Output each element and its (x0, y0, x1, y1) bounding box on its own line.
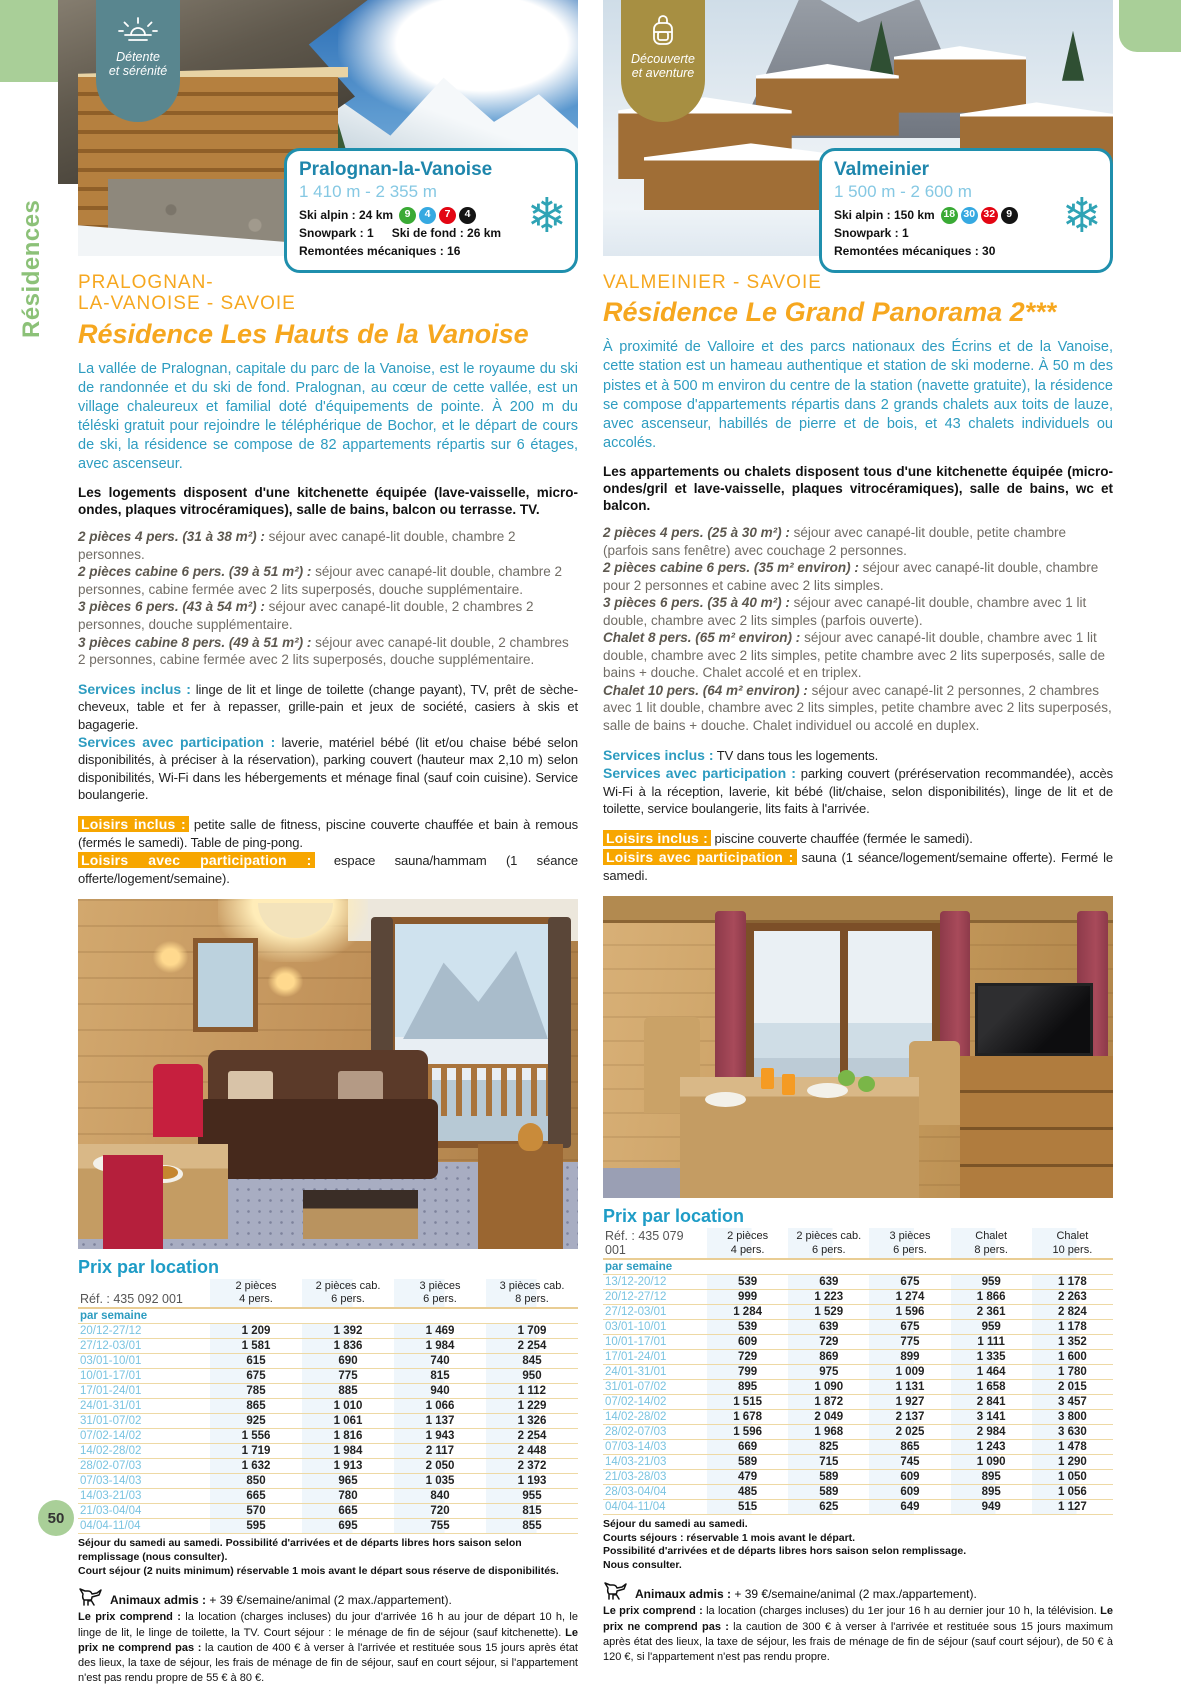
date-range: 10/01-17/01 (605, 1335, 667, 1348)
unit-description: 3 pièces 6 pers. (43 à 54 m²) : séjour avec canapé-lit double, 2 chambres 2 personnes, douche supplémentaire. (78, 599, 534, 633)
price-row: 14/02-28/02 1 719 1 984 2 117 2 448 (78, 1444, 578, 1459)
equipment-paragraph: Les logements disposent d'une kitchenette équipée (lave-vaisselle, micro-ondes, plaques vitrocéramiques), salle de bains, balcon ou terrasse. TV. (78, 485, 578, 518)
price-row: 28/02-07/03 1 632 1 913 2 050 2 372 (78, 1459, 578, 1474)
date-range: 03/01-10/01 (80, 1355, 142, 1368)
photo-pralognan-exterior (78, 0, 578, 256)
table-group-label: par semaine (78, 1308, 578, 1324)
date-range: 24/01-31/01 (605, 1365, 667, 1378)
badge-detente-serenite (96, 0, 180, 122)
date-range: 21/03-28/03 (605, 1470, 667, 1483)
unit-description: Chalet 8 pers. (65 m² environ) : séjour avec canapé-lit double, chambre avec 1 lit double, chambre avec 2 lits simples, petite chambre avec 2 lits superposés, salle de bains + douche. Chalet accolé et en triplex. (603, 630, 1106, 681)
date-range: 21/03-04/04 (80, 1505, 142, 1518)
date-range: 14/02-28/02 (605, 1410, 667, 1423)
date-range: 27/12-03/01 (80, 1340, 142, 1353)
price-row: 07/02-14/02 1 515 1 872 1 927 2 841 3 457 (603, 1394, 1113, 1409)
price-table-pralognan: Réf. : 435 092 001 2 pièces 4 pers. 2 pièces cab. 6 pers. 3 pièces 6 pers. 3 pièces cab. 8 pers. par semaine 20/12-27/12 1 209 1 392 1 469 1 709 27/12-03/01 1 581 1 836 1 984 2 254 03/01-10/01 615 690 740 845 10/01-17/01 675 775 815 950 17/01-24/01 785 885 940 1 112 24/01-31/01 865 1 010 1 066 1 229 31/01-07/02 925 1 061 1 137 1 326 07/02-14/02 1 556 1 816 1 943 2 254 14/02-28/02 1 719 1 984 2 117 2 448 28/02-07/03 1 632 1 913 2 050 2 372 07/03-14/03 850 965 1 035 1 193 14/03-21/03 665 780 840 955 21/03-04/04 570 665 720 815 04/04-11/04 595 695 755 855 (78, 1279, 578, 1534)
price-row: 28/02-07/03 1 596 1 968 2 025 2 984 3 630 (603, 1424, 1113, 1439)
residence-title: Résidence Les Hauts de la Vanoise (78, 318, 529, 349)
badge-line2: et aventure (631, 66, 695, 81)
leisure-paid: Loisirs avec participation : espace sauna/hammam (1 séance offerte/logement/semaine). (78, 852, 578, 886)
badge-decouverte-aventure (621, 0, 705, 122)
date-range: 28/02-07/03 (605, 1425, 667, 1438)
price-row: 14/03-21/03 665 780 840 955 (78, 1489, 578, 1504)
table-note: Séjour du samedi au samedi. Possibilité d'arrivées et de départs libres hors saison selon remplissage (nous consulter). (78, 1537, 522, 1564)
leisure-included: Loisirs inclus : petite salle de fitness, piscine couverte chauffée et bain à remous (fermés le samedi). Table de ping-pong. (78, 816, 578, 850)
date-range: 10/01-17/01 (80, 1370, 142, 1383)
date-range: 13/12-20/12 (605, 1275, 667, 1288)
table-ref: Réf. : 435 079 001 (605, 1228, 684, 1257)
price-row: 31/01-07/02 925 1 061 1 137 1 326 (78, 1414, 578, 1429)
sunset-icon (117, 15, 159, 45)
table-note: Possibilité d'arrivées et de départs libres hors saison selon remplissage. (603, 1545, 967, 1558)
price-row: 07/03-14/03 850 965 1 035 1 193 (78, 1474, 578, 1489)
dog-icon (603, 1582, 627, 1601)
column-valmeinier (603, 0, 1113, 1686)
price-row: 07/02-14/02 1 556 1 816 1 943 2 254 (78, 1429, 578, 1444)
piste-count-badges (399, 207, 476, 224)
date-range: 28/03-04/04 (605, 1485, 667, 1498)
date-range: 07/02-14/02 (80, 1430, 142, 1443)
table-note: Courts séjours : réservable 1 mois avant le départ. (603, 1531, 856, 1544)
piste-badge: 30 (961, 207, 978, 224)
price-row: 03/01-10/01 615 690 740 845 (78, 1354, 578, 1369)
badge-line1: Détente (116, 50, 160, 64)
resort-card-valmeinier (819, 148, 1113, 273)
services-included: Services inclus : linge de lit et linge de toilette (change payant), TV, prêt de sèche-cheveux, table et fer à repasser, grille-pain et jeux de société, casiers à skis et bagagerie. (78, 680, 578, 732)
price-row: 13/12-20/12 539 639 675 959 1 178 (603, 1274, 1113, 1289)
intro-paragraph: À proximité de Valloire et des parcs nationaux des Écrins et de la Vanoise, cette station est un hameau authentique et station de ski moderne. À 50 m des pistes et à 500 m environ du centre de la station (navette gratuite), la résidence se compose d'appartements répartis dans 2 grands chalets aux toits de lauze, avec ascenseur, habillés de pierre et de bois, et 43 chalets individuels ou accolés. (603, 339, 1113, 451)
resort-altitude: 1 500 m - 2 600 m (834, 182, 972, 201)
price-row: 21/03-28/03 479 589 609 895 1 050 (603, 1469, 1113, 1484)
date-range: 20/12-27/12 (605, 1290, 667, 1303)
price-row: 17/01-24/01 785 885 940 1 112 (78, 1384, 578, 1399)
leisure-included: Loisirs inclus : piscine couverte chauffée (fermée le samedi). (603, 829, 1113, 848)
unit-description: 3 pièces cabine 8 pers. (49 à 51 m²) : séjour avec canapé-lit double, 2 chambres 2 personnes, cabine fermée avec 2 lits superposés, douche supplémentaire. (78, 634, 569, 668)
date-range: 28/02-07/03 (80, 1460, 142, 1473)
price-row: 27/12-03/01 1 284 1 529 1 596 2 361 2 824 (603, 1304, 1113, 1319)
table-notes (603, 1518, 1113, 1573)
animals-note: Animaux admis : + 39 €/semaine/animal (2 max./appartement). (78, 1588, 578, 1607)
unit-description: 3 pièces 6 pers. (35 à 40 m²) : séjour avec canapé-lit double, chambre avec 1 lit double, chambre avec 2 lits simples (parfois ouverte). (603, 595, 1087, 628)
resort-card-pralognan (284, 148, 578, 273)
sidebar-section-label: Résidences (18, 199, 45, 338)
price-row: 14/02-28/02 1 678 2 049 2 137 3 141 3 800 (603, 1409, 1113, 1424)
ski-fond-label: Ski de fond : 26 km (391, 226, 502, 240)
price-row: 28/03-04/04 485 589 609 895 1 056 (603, 1484, 1113, 1499)
date-range: 03/01-10/01 (605, 1320, 667, 1333)
lifts-label: Remontées mécaniques : 30 (834, 244, 996, 258)
date-range: 24/01-31/01 (80, 1400, 142, 1413)
region-heading: PRALOGNAN- LA-VANOISE - SAVOIE (78, 272, 296, 315)
date-range: 14/02-28/02 (80, 1445, 142, 1458)
snowflake-icon: ❄ (1061, 190, 1102, 243)
price-table-title: Prix par location (78, 1257, 220, 1278)
piste-badge: 18 (941, 207, 958, 224)
backpack-icon (648, 15, 678, 47)
date-range: 31/01-07/02 (80, 1415, 142, 1428)
snowflake-icon: ❄ (526, 190, 567, 243)
price-row: 31/01-07/02 895 1 090 1 131 1 658 2 015 (603, 1379, 1113, 1394)
column-pralognan (78, 0, 578, 1686)
price-table-title: Prix par location (603, 1205, 745, 1226)
date-range: 14/03-21/03 (80, 1490, 142, 1503)
price-terms: Le prix comprend : la location (charges incluses) du 1er jour 16 h au dernier jour 10 h, la télévision. Le prix ne comprend pas : la caution de 300 € à verser à l'arrivée et restituée sous 15 jours maximum après état des lieux, la taxe de séjour, les frais de ménage de fin de séjour (sauf court séjour), de 50 € à 120 €, si l'appartement n'est pas rendu propre. (603, 1605, 1113, 1663)
services-paid: Services avec participation : laverie, matériel bébé (lit et/ou chaise bébé selon disponibilités, à préciser à la réservation), parking couvert (hauteur max 2,10 m) selon disponibilités, Wi-Fi dans les hébergements et ménage final (sauf coin cuisine). Service boulangerie. (78, 733, 578, 802)
date-range: 17/01-24/01 (80, 1385, 142, 1398)
price-row: 14/03-21/03 589 715 745 1 090 1 290 (603, 1454, 1113, 1469)
piste-count-badges (941, 207, 1018, 224)
unit-description: 2 pièces cabine 6 pers. (39 à 51 m²) : séjour avec canapé-lit double, chambre 2 personnes, cabine fermée avec 2 lits superposés, douche supplémentaire. (78, 564, 563, 597)
table-group-label: par semaine (603, 1259, 1113, 1275)
price-row: 24/01-31/01 799 975 1 009 1 464 1 780 (603, 1364, 1113, 1379)
piste-badge: 4 (419, 207, 436, 224)
snowpark-label: Snowpark : 1 (834, 226, 909, 240)
ski-alpin-label: Ski alpin : 150 km (834, 208, 935, 222)
piste-badge: 9 (399, 207, 416, 224)
date-range: 07/02-14/02 (605, 1395, 667, 1408)
price-row: 20/12-27/12 999 1 223 1 274 1 866 2 263 (603, 1289, 1113, 1304)
table-note: Court séjour (2 nuits minimum) réservable 1 mois avant le départ sous réserve de disponibilités. (78, 1564, 559, 1577)
price-row: 17/01-24/01 729 869 899 1 335 1 600 (603, 1349, 1113, 1364)
table-note: Séjour du samedi au samedi. (603, 1517, 748, 1530)
photo-pralognan-interior (78, 899, 578, 1249)
intro-paragraph: La vallée de Pralognan, capitale du parc de la Vanoise, est le royaume du ski de randonnée et du ski de fond. Pralognan, au cœur de cette vallée, est un village chaleureux et familial doté d'équipements de pointe. À 200 m du téléski gratuit pour rejoindre le téléphérique de Bochor, et le départ de cours de ski, la résidence se compose de 82 appartements répartis sur 6 étages, avec ascenseur. (78, 360, 578, 473)
date-range: 20/12-27/12 (80, 1325, 142, 1338)
date-range: 04/04-11/04 (80, 1520, 141, 1533)
date-range: 27/12-03/01 (605, 1305, 667, 1318)
price-row: 27/12-03/01 1 581 1 836 1 984 2 254 (78, 1339, 578, 1354)
price-row: 24/01-31/01 865 1 010 1 066 1 229 (78, 1399, 578, 1414)
lifts-label: Remontées mécaniques : 16 (299, 244, 461, 258)
price-table-valmeinier: Réf. : 435 079 001 2 pièces 4 pers. 2 pièces cab. 6 pers. 3 pièces 6 pers. Chalet 8 pers. Chalet 10 pers. par semaine 13/12-20/12 539 639 675 959 1 178 20/12-27/12 999 1 223 1 274 1 866 2 263 27/12-03/01 1 284 1 529 1 596 2 361 2 824 03/01-10/01 539 639 675 959 1 178 10/01-17/01 609 729 775 1 111 1 352 17/01-24/01 729 869 899 1 335 1 600 24/01-31/01 799 975 1 009 1 464 1 780 31/01-07/02 895 1 090 1 131 1 658 2 015 07/02-14/02 1 515 1 872 1 927 2 841 3 457 14/02-28/02 1 678 2 049 2 137 3 141 3 800 28/02-07/03 1 596 1 968 2 025 2 984 3 630 07/03-14/03 669 825 865 1 243 1 478 14/03-21/03 589 715 745 1 090 1 290 21/03-28/03 479 589 609 895 1 050 28/03-04/04 485 589 609 895 1 056 04/04-11/04 515 625 649 949 1 127 (603, 1228, 1113, 1515)
resort-name: Pralognan-la-Vanoise (299, 159, 493, 180)
piste-badge: 4 (459, 207, 476, 224)
unit-description: Chalet 10 pers. (64 m² environ) : séjour avec canapé-lit 2 personnes, 2 chambres avec 1 lit double, chambre avec 2 lits simples, petite chambre avec 2 lits superposés, salle de bains + douche. Chalet individuel ou accolé en duplex. (603, 682, 1112, 734)
residence-title: Résidence Le Grand Panorama 2*** (603, 297, 1057, 328)
page-number: 50 (38, 1500, 74, 1536)
resort-name: Valmeinier (834, 159, 930, 180)
leisure-paid: Loisirs avec participation : sauna (1 séance/logement/semaine offerte). Fermé le samedi. (603, 848, 1114, 883)
date-range: 04/04-11/04 (605, 1500, 666, 1513)
piste-badge: 9 (1001, 207, 1018, 224)
date-range: 07/03-14/03 (605, 1440, 667, 1453)
price-row: 07/03-14/03 669 825 865 1 243 1 478 (603, 1439, 1113, 1454)
resort-altitude: 1 410 m - 2 355 m (299, 182, 437, 201)
unit-descriptions (78, 528, 578, 668)
piste-badge: 7 (439, 207, 456, 224)
date-range: 07/03-14/03 (80, 1475, 142, 1488)
photo-valmeinier-interior (603, 896, 1113, 1198)
price-row: 20/12-27/12 1 209 1 392 1 469 1 709 (78, 1324, 578, 1339)
price-row: 21/03-04/04 570 665 720 815 (78, 1504, 578, 1519)
photo-valmeinier-exterior (603, 0, 1113, 256)
badge-line1: Découverte (631, 52, 695, 66)
price-row: 03/01-10/01 539 639 675 959 1 178 (603, 1319, 1113, 1334)
date-range: 31/01-07/02 (605, 1380, 667, 1393)
price-row: 10/01-17/01 609 729 775 1 111 1 352 (603, 1334, 1113, 1349)
corner-green-tab (1119, 0, 1181, 52)
badge-line2: et sérénité (108, 64, 168, 79)
table-ref: Réf. : 435 092 001 (80, 1292, 183, 1307)
services-included: Services inclus : TV dans tous les logements. (603, 746, 879, 763)
dog-icon (78, 1588, 102, 1607)
price-row: 10/01-17/01 675 775 815 950 (78, 1369, 578, 1384)
unit-descriptions (603, 524, 1113, 735)
animals-note: Animaux admis : + 39 €/semaine/animal (2 max./appartement). (603, 1582, 1113, 1601)
services-paid: Services avec participation : parking couvert (préréservation recommandée), accès Wi-Fi à la réception, laverie, kit bébé (lit/chaise, selon disponibilités), linge de lit et de toilette, service boulangerie, lits faits à l'arrivée. (603, 765, 1113, 817)
unit-description: 2 pièces 4 pers. (25 à 30 m²) : séjour avec canapé-lit double, petite chambre (parfois sans fenêtre) avec couchage 2 personnes. (603, 525, 1067, 558)
price-terms: Le prix comprend : la location (charges incluses) du jour d'arrivée 16 h au jour de départ 10 h, le linge de lit, le linge de toilette, la TV. Court séjour : le ménage de fin de séjour (sauf kitchenette). Le prix ne comprend pas : la caution de 400 € à verser à l'arrivée et restituée sous 15 jours après état des lieux, la taxe de séjour, les frais de ménage de fin de séjour, sauf en court séjour, si l'appartement n'est pas rendu propre de 55 € à 80 €. (78, 1611, 578, 1685)
snowpark-label: Snowpark : 1 (299, 226, 374, 240)
piste-badge: 32 (981, 207, 998, 224)
ski-alpin-label: Ski alpin : 24 km (299, 208, 394, 222)
table-note: Nous consulter. (603, 1558, 682, 1571)
region-heading: VALMEINIER - SAVOIE (603, 272, 822, 293)
unit-description: 2 pièces 4 pers. (31 à 38 m²) : séjour avec canapé-lit double, chambre 2 personnes. (78, 529, 516, 562)
date-range: 17/01-24/01 (605, 1350, 667, 1363)
equipment-paragraph: Les appartements ou chalets disposent tous d'une kitchenette équipée (micro-ondes/gril et lave-vaisselle, plaques vitrocéramiques), salle de bains, wc et balcon. (603, 464, 1113, 514)
unit-description: 2 pièces cabine 6 pers. (35 m² environ) : séjour avec canapé-lit double, chambre pour 2 personnes et cabine avec 2 lits simples. (603, 560, 1099, 593)
date-range: 14/03-21/03 (605, 1455, 667, 1468)
price-row: 04/04-11/04 595 695 755 855 (78, 1519, 578, 1534)
price-row: 04/04-11/04 515 625 649 949 1 127 (603, 1499, 1113, 1514)
table-notes (78, 1537, 578, 1578)
